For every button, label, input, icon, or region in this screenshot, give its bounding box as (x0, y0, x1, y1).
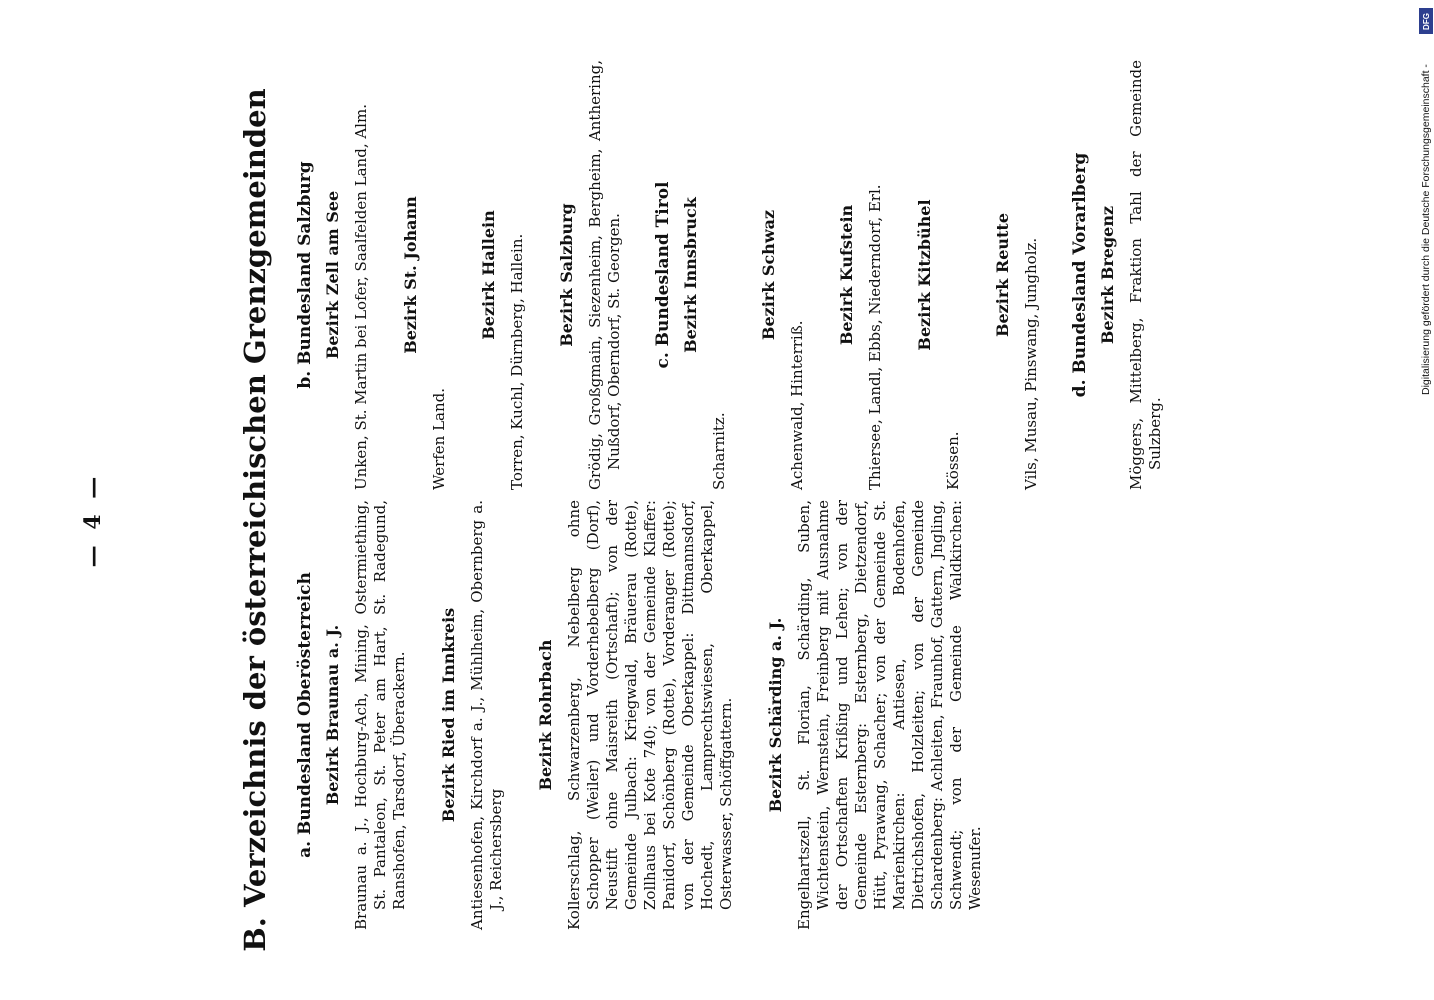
municipality-list: Werfen Land. (430, 387, 448, 490)
district-heading: Bezirk Schwaz (759, 209, 778, 341)
municipality-list: Grödig, Großgmain, Siezenheim, Bergheim, Anthering, Nußdorf, Oberndorf, St. Georgen. (586, 60, 623, 490)
municipality-list: Kössen. (944, 431, 962, 490)
district-heading: Bezirk Hallein (479, 210, 498, 340)
municipality-list: Braunau a. J., Hochburg-Ach, Mining, Ostermiething, St. Pantaleon, St. Peter am Hart, St. Radegund, Ranshofen, Tarsdorf, Überackern. (352, 500, 408, 930)
municipality-list: Achenwald, Hinterriß. (788, 320, 806, 490)
municipality-list: Antiesenhofen, Kirchdorf a. J., Mühlheim, Obernberg a. J., Reichersberg (468, 500, 505, 930)
district-heading: Bezirk Kitzbühel (915, 199, 934, 351)
district-heading: Bezirk Bregenz (1098, 205, 1117, 345)
district-heading: Bezirk Schärding a. J. (766, 617, 785, 813)
municipality-list: Unken, St. Martin bei Lofer, Saalfelden Land, Alm. (352, 104, 370, 490)
district-heading: Bezirk Rohrbach (536, 639, 555, 791)
municipality-list: Vils, Musau, Pinswang, Jungholz. (1022, 237, 1040, 490)
district-heading: Bezirk Braunau a. J. (323, 624, 342, 806)
page-title: B. Verzeichnis der österreichischen Grenzgemeinden (238, 88, 272, 952)
rotated-document-page (70, 40, 1164, 1000)
district-heading: Bezirk St. Johann (401, 196, 420, 354)
right-column (296, 60, 1195, 490)
dfg-logo-text: DFG (1421, 12, 1431, 30)
district-heading: Bezirk Kufstein (837, 204, 856, 346)
municipality-list: Scharnitz. (710, 412, 728, 490)
state-heading: d. Bundesland Vorarlberg (1070, 152, 1090, 398)
district-heading: Bezirk Innsbruck (681, 197, 700, 353)
state-heading: b. Bundesland Salzburg (295, 161, 315, 389)
state-heading: a. Bundesland Oberösterreich (295, 572, 315, 858)
district-heading: Bezirk Reutte (993, 212, 1012, 338)
state-heading: c. Bundesland Tirol (653, 181, 673, 369)
municipality-list: Thiersee, Landl, Ebbs, Niederndorf, Erl. (866, 184, 884, 490)
district-heading: Bezirk Ried im Innkreis (439, 607, 458, 823)
left-column (296, 500, 1015, 930)
municipality-list: Torren, Kuchl, Dürnberg, Hallein. (508, 233, 526, 490)
page-number: — 4 — (80, 472, 106, 568)
municipality-list: Möggers, Mittelberg, Fraktion Tahl der Gemeinde Sulzberg. (1127, 60, 1164, 490)
municipality-list: Kollerschlag, Schwarzenberg, Nebelberg ohne Schopper (Weiler) und Vorderhebelberg (Dorf), Neustift ohne Maisreith (Ortschaft); von der Gemeinde Julbach: Kriegwald, Bräuerau (Rotte), Zollhaus bei Kote 740; von der Gemeinde Klaffer: Panidorf, Schönberg (Rotte), Vorderanger (Rotte); von der Gemeinde Oberkappel: Dittmannsdorf, Hochedt, Lamprechtswiesen, Oberkappel, Osterwasser, Schöffgattern. (565, 500, 735, 930)
district-heading: Bezirk Salzburg (557, 203, 576, 347)
digitization-credit: Digitalisierung gefördert durch die Deutsche Forschungsgemeinschaft - (1420, 64, 1432, 395)
dfg-logo (1419, 8, 1433, 34)
municipality-list: Engelhartszell, St. Florian, Schärding, Suben, Wichtenstein, Wernstein, Freinberg mit Ausnahme der Ortschaften Krißing und Lehen; von der Gemeinde Esternberg: Esternberg, Dietzendorf, Hütt, Pyrawang, Schacher; von der Gemeinde St. Marienkirchen: Antiesen, Bodenhofen, Dietrichshofen, Holzleiten; von der Gemeinde Schardenberg: Achleiten, Fraunhof, Gattern, Jngling, Schwendt; von der Gemeinde Waldkirchen: Wesenufer. (795, 500, 984, 930)
district-heading: Bezirk Zell am See (323, 190, 342, 360)
